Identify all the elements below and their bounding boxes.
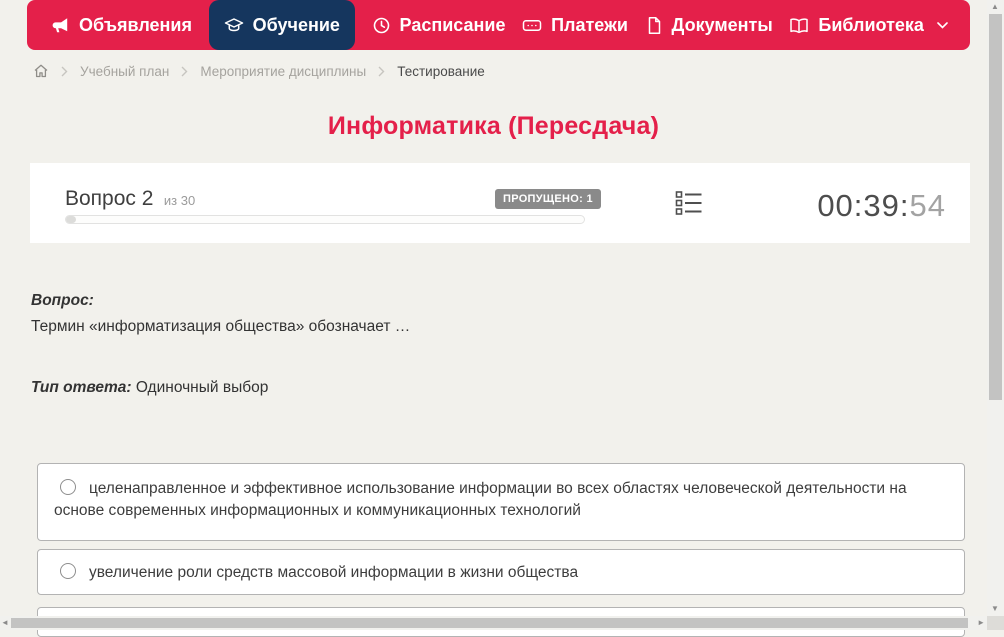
nav-item-payments[interactable] [522, 0, 628, 50]
main-navbar [27, 0, 970, 50]
scroll-left-arrow-icon[interactable]: ◄ [1, 618, 9, 627]
graduation-cap-icon [224, 16, 244, 35]
scroll-up-arrow-icon[interactable]: ▲ [991, 2, 999, 11]
nav-item-library[interactable] [789, 0, 948, 50]
nav-item-label: Обучение [252, 14, 340, 35]
question-text: Термин «информатизация общества» обозначает … [31, 318, 411, 335]
breadcrumb-discipline-event[interactable]: Мероприятие дисциплины [200, 63, 367, 79]
scroll-right-arrow-icon[interactable]: ► [977, 618, 985, 627]
breadcrumb-study-plan[interactable]: Учебный план [80, 63, 170, 79]
radio-option-2-icon[interactable] [60, 563, 76, 579]
progress-bar [65, 215, 585, 224]
nav-item-label: Платежи [551, 14, 628, 35]
answer-option-2[interactable] [37, 549, 965, 595]
answer-option-2-text: увеличение роли средств массовой информации в жизни общества [89, 564, 579, 581]
page-title: Информатика (Пересдача) [327, 112, 660, 140]
nav-item-announcements[interactable] [51, 0, 192, 50]
breadcrumb-separator-icon [181, 66, 188, 77]
question-total: из 30 [163, 193, 196, 208]
scroll-down-arrow-icon[interactable]: ▼ [991, 604, 999, 613]
nav-item-label: Документы [671, 14, 773, 35]
nav-item-label: Расписание [399, 14, 506, 35]
question-number: Вопрос 2 [65, 187, 154, 210]
question-list-icon[interactable] [675, 189, 703, 222]
horizontal-scrollbar-thumb[interactable] [11, 618, 968, 628]
breadcrumb-separator-icon [61, 66, 68, 77]
scrollbar-corner [987, 616, 1004, 630]
breadcrumb-testing: Тестирование [397, 63, 485, 79]
nav-item-learning[interactable] [209, 0, 355, 50]
breadcrumb-separator-icon [378, 66, 385, 77]
book-icon [789, 16, 809, 35]
vertical-scrollbar-thumb[interactable] [989, 14, 1002, 400]
vertical-scrollbar[interactable] [987, 0, 1004, 616]
question-label: Вопрос: [31, 292, 94, 309]
breadcrumb [33, 63, 485, 79]
nav-item-schedule[interactable] [372, 0, 506, 50]
question-number-row [65, 187, 195, 211]
timer-seconds: 54 [909, 188, 946, 223]
home-icon[interactable] [33, 63, 49, 79]
progress-fill [66, 216, 76, 223]
document-icon [645, 16, 663, 35]
nav-item-documents[interactable] [645, 0, 773, 50]
skipped-badge: ПРОПУЩЕНО: 1 [495, 189, 601, 209]
clock-icon [372, 16, 391, 35]
answer-type-label: Тип ответа: [31, 379, 132, 396]
megaphone-icon [51, 16, 70, 35]
question-header-card [30, 163, 970, 243]
nav-item-label: Объявления [79, 14, 192, 35]
answer-type-row [31, 379, 268, 397]
answer-option-1[interactable] [37, 463, 965, 541]
timer [817, 188, 946, 224]
banknote-icon [522, 16, 542, 35]
chevron-down-icon [937, 22, 948, 29]
timer-hours-minutes: 00:39: [817, 188, 910, 223]
nav-item-label: Библиотека [818, 14, 924, 35]
answer-option-1-text: целенаправленное и эффективное использование информации во всех областях человеческой деятельности на основе современных информационных и коммуникационных технологий [54, 480, 907, 519]
answer-type-value: Одиночный выбор [135, 379, 269, 396]
radio-option-1-icon[interactable] [60, 479, 76, 495]
horizontal-scrollbar[interactable] [0, 616, 987, 630]
